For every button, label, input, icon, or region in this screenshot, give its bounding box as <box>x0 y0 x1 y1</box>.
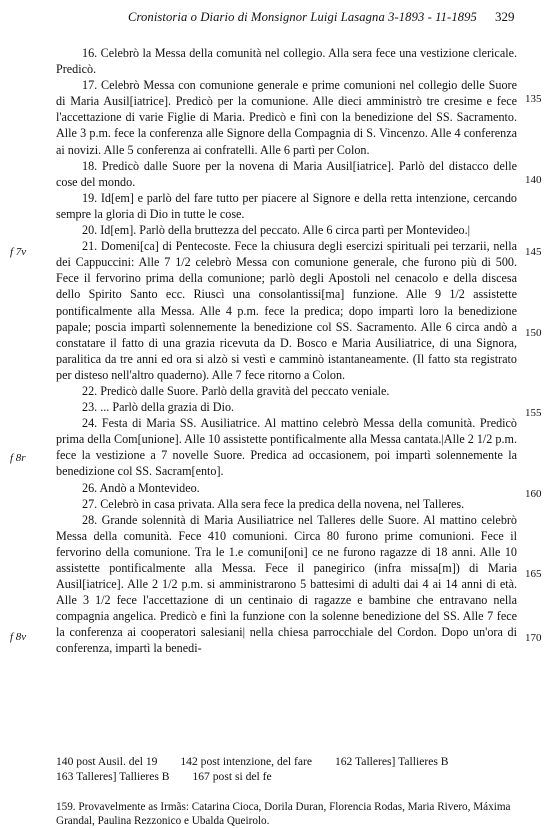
line-number: 155 <box>525 407 542 419</box>
running-header <box>0 8 558 28</box>
paragraph-27: 27. Celebrò in casa privata. Alla sera fece la predica della novena, nel Talleres. <box>82 496 465 511</box>
line-number: 150 <box>525 327 542 339</box>
paragraph-22: 22. Predicò dalle Suore. Parlò della gravità del peccato veniale. <box>82 383 390 398</box>
apparatus-entry: 162 Talleres] Tallieres B <box>334 755 449 768</box>
line-number: 145 <box>525 246 542 258</box>
paragraph-19: 19. Id[em] e parlò del fare tutto per piacere al Signore e della retta intenzione, cercando sempre la gloria di Dio in tutte le cose. <box>56 190 517 221</box>
paragraph-28: 28. Grande solennità di Maria Ausiliatrice nel Talleres delle Suore. Al mattino celebrò Messa della comunità. Fece 410 comunioni. Circa 80 furono prime comunioni. Fece il fervorino della comunione. Tra le 1.e comuni[oni] ce ne furono ragazze di 18 anni. Alle 10 assistette pontificalmente alla Messa. Fece il panegirico (infra missa[m]) di Maria Ausil[iatrice]. Alle 2 1/2 p.m. si amministrarono 5 battesimi di adulti dai 4 ai 14 anni di età. Alle 3 1/2 fece l'accettazione di un centinaio di ragazze e bambine che entravano nella compagnia angelica. Predicò e finì la funzione con la solenne benedizione del SS. Alle 7 fece la conferenza ai cooperatori salesiani| nella chiesa parrocchiale del Cordon. Dopo un'ora di conferenza, impartì la benedi- <box>56 512 517 656</box>
paragraph-18: 18. Predicò dalle Suore per la novena di Maria Ausil[iatrice]. Parlò del distacco delle cose del mondo. <box>56 158 517 189</box>
paragraph-24: 24. Festa di Maria SS. Ausiliatrice. Al mattino celebrò Messa della comunità. Predicò prima della Com[unione]. Alle 10 assistette pontificalmente alla Messa cantata.|Alle 2 1/2 p.m. fece la vestizione a 7 novelle Suore. Predica ad occasionem, poi impartì solennemente la benedizione col SS. Sacram[ento]. <box>56 416 517 479</box>
main-text <box>56 45 517 657</box>
running-title: Cronistoria o Diario di Monsignor Luigi Lasagna 3-1893 - 11-1895 <box>128 10 477 24</box>
folio-marker: f 8v <box>10 631 27 643</box>
paragraph-23: 23. ... Parlò della grazia di Dio. <box>82 400 235 415</box>
folio-marker: f 8r <box>10 452 26 464</box>
paragraph-17: 17. Celebrò Messa con comunione generale e prime comunioni nel collegio delle Suore di Maria Ausil[iatrice]. Predicò per la comunione. Alle dieci amministrò tre cresime e fece l'accettazione di varie Figlie di Maria. Predicò e finì con la benedizione del SS. Sacramento. Alle 3 p.m. fece la conferenza alle Signore della Compagnia di S. Vincenzo. Alle 4 conferenza ai novizi. Alle 5 conferenza ai confratelli. Alle 6 partì per Colon. <box>56 78 517 157</box>
paragraph-16: 16. Celebrò la Messa della comunità nel collegio. Alla sera fece una vestizione clericale. Predicò. <box>56 46 517 77</box>
line-number: 135 <box>525 93 542 105</box>
footnote: 159. Provavelmente as Irmãs: Catarina Cioca, Dorila Duran, Florencia Rodas, Maria Rivero, Máxima Grandal, Paulina Rezzonico e Ubalda Queirolo. <box>56 801 511 827</box>
apparatus-entry: 167 post si del fe <box>192 770 272 783</box>
paragraph-20: 20. Id[em]. Parlò della bruttezza del peccato. Alle 6 circa partì per Montevideo.| <box>82 223 471 238</box>
apparatus-entry: 142 post intenzione, del fare <box>180 755 313 768</box>
line-number: 170 <box>525 632 542 644</box>
folio-marker: f 7v <box>10 246 27 258</box>
apparatus-entry: 140 post Ausil. del 19 <box>56 755 158 768</box>
line-number: 165 <box>525 568 542 580</box>
paragraph-21: 21. Domeni[ca] di Pentecoste. Fece la chiusura degli esercizi spirituali pei terzarii, nella dei Cappuccini: Alle 7 1/2 celebrò Messa con comunione generale, che furono più di 500. Fece il fervorino prima della comunione; parlò degli Apostoli nel cenacolo e della discesa dello Spirito Santo ecc. Riuscì una consolantissi[ma] funzione. Alle 9 1/2 assistette pontificalmente alla Messa. Alle 4 p.m. fece la predica; dopo impartì loro la benedizione papale; poscia impartì solennemente la benedizione col SS. Sacramento. Alle 6 circa andò a constatare il fatto di una grazia ricevuta da D. Bosco e Maria Ausiliatrice, di una Signora, paralitica da tre anni ed ora si alzò si vestì e camminò istantaneamente. (Il fatto sta registrato per disteso nell'altro quaderno). Alle 7 fece ritorno a Colon. <box>56 239 517 382</box>
page-number: 329 <box>495 9 515 24</box>
critical-apparatus <box>56 754 526 784</box>
line-number: 140 <box>525 174 542 186</box>
line-number: 160 <box>525 488 542 500</box>
apparatus-entry: 163 Talleres] Tallieres B <box>56 770 170 783</box>
paragraph-26: 26. Andò a Montevideo. <box>82 480 200 495</box>
